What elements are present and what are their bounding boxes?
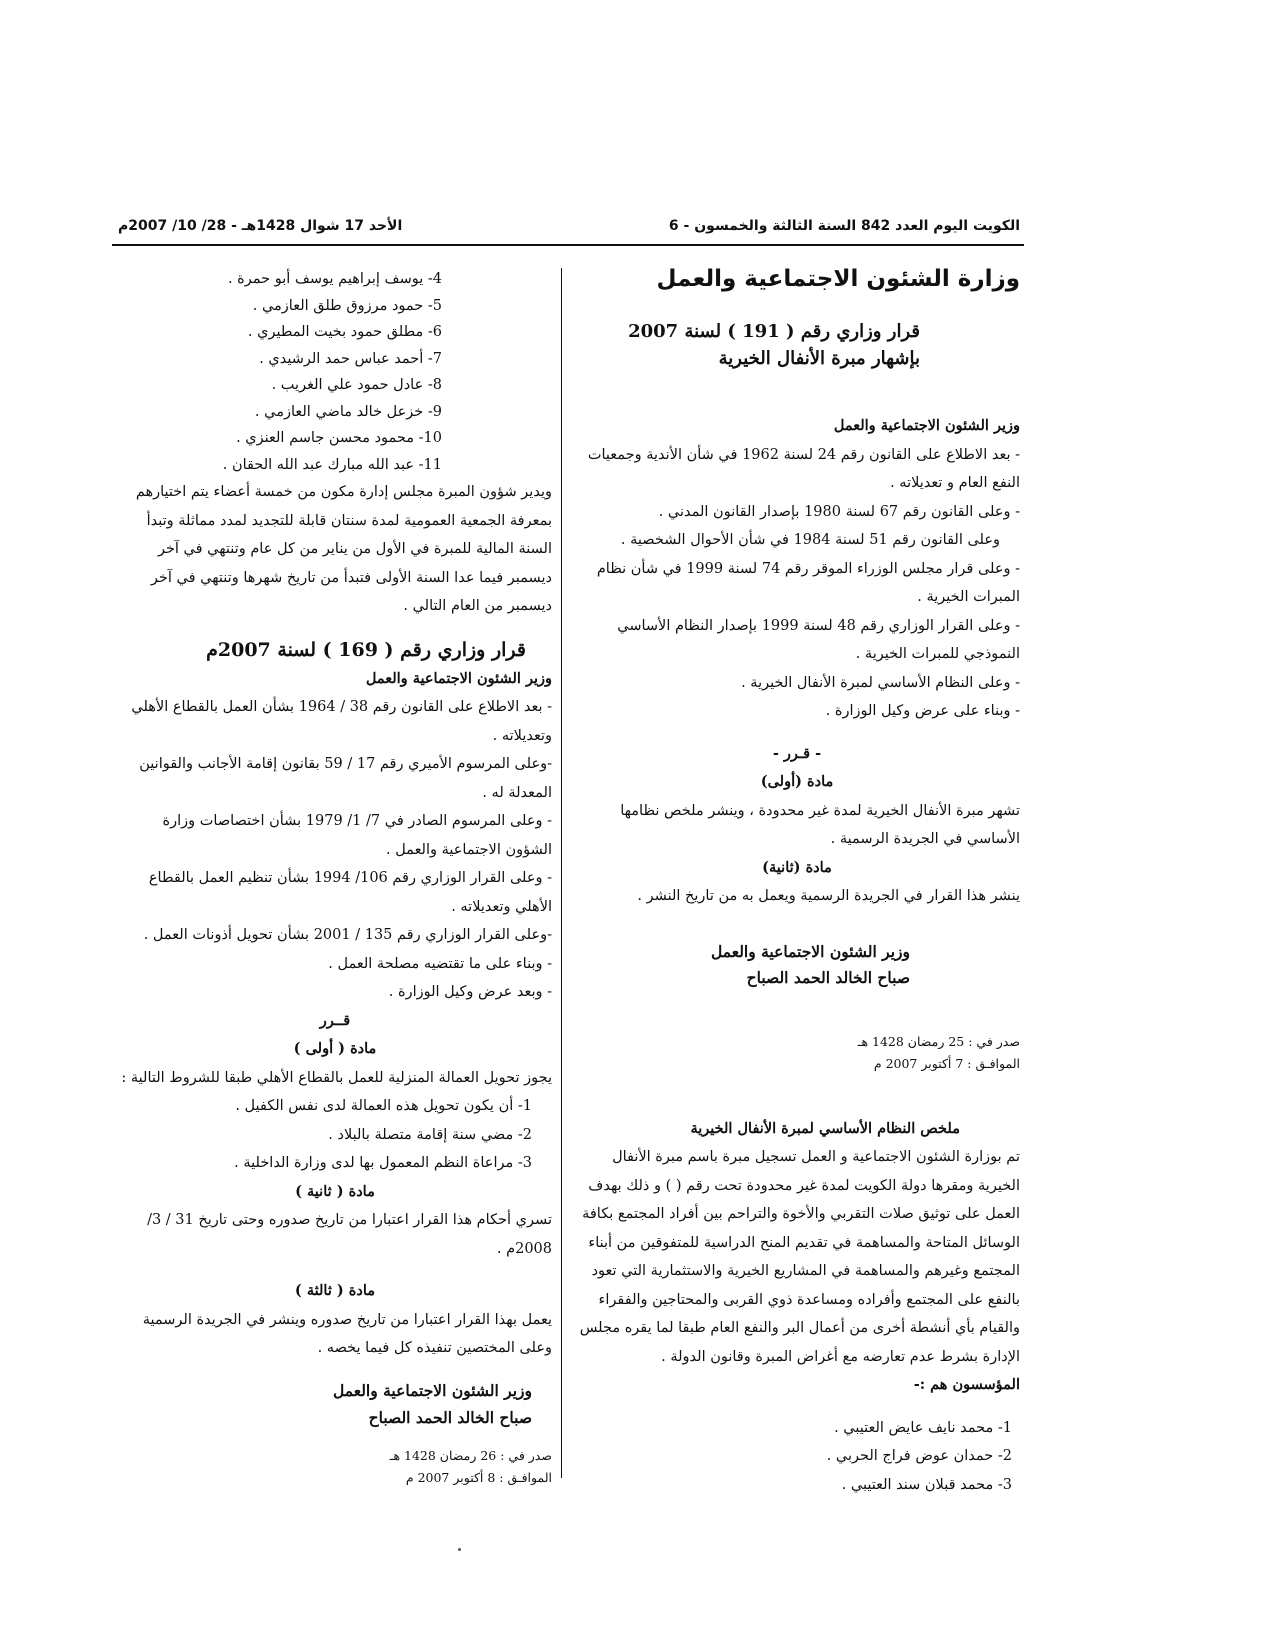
- preamble-item: - وعلى المرسوم الصادر في 7/ 1/ 1979 بشأن اختصاصات وزارة الشؤون الاجتماعية والعمل .: [162, 813, 552, 858]
- list-item: 6- مطلق حمود بخيت المطيري .: [247, 324, 442, 340]
- issued-date: صدر في : 26 رمضان 1428 هـ: [389, 1447, 552, 1463]
- preamble-item: - وبناء على عرض وكيل الوزارة .: [825, 703, 1020, 719]
- header-date: الأحد 17 شوال 1428هـ - 28/ 10/ 2007م: [118, 218, 403, 234]
- list-item: 10- محمود محسن جاسم العنزي .: [236, 430, 442, 446]
- article-2-title: مادة ( ثانية ): [295, 1182, 375, 1200]
- article-1-text: يجوز تحويل العمالة المنزلية للعمل بالقطاع الأهلي طبقا للشروط التالية :: [121, 1069, 552, 1086]
- preamble-item: - بعد الاطلاع على القانون رقم 24 لسنة 1962 في شأن الأندية وجمعيات النفع العام و تعديلاته .: [587, 446, 1020, 491]
- header-divider: [112, 244, 1024, 246]
- summary-text: تم بوزارة الشئون الاجتماعية و العمل تسجيل مبرة باسم مبرة الأنفال الخيرية ومقرها دولة الكويت لمدة غير محدودة تحت رقم ( ) و ذلك بهدف العمل على توثيق صلات التقربي والأخوة والتراحم بين أفراد المجتمع بكافة الوسائل المتاحة والمساهمة في تقديم المنح الدراسية للمتفوقين من أبناء المجتمع وغيرهم والمساهمة في المشاريع الخيرية والاستثمارية التي تعود بالنفع على المجتمع وأفراده ومساعدة ذوي القربى والمحتاجين والفقراء والقيام بأي أنشطة أخرى من أعمال البر والنفع العام طبقا لما يقره مجلس الإدارة بشرط عدم تعارضه مع أغراض المبرة وقانون الدولة .: [579, 1149, 1020, 1365]
- page-header: [118, 214, 1020, 240]
- preamble-item: - وبعد عرض وكيل الوزارة .: [388, 984, 552, 1000]
- list-item: 7- أحمد عباس حمد الرشيدي .: [259, 350, 442, 367]
- minister-heading: وزير الشئون الاجتماعية والعمل: [365, 669, 552, 687]
- article-1-title: مادة ( أولى ): [293, 1040, 377, 1057]
- article-2-title: مادة (ثانية): [762, 858, 832, 876]
- article-3-title: مادة ( ثالثة ): [294, 1282, 376, 1299]
- decided-heading: قــرر: [319, 1011, 351, 1029]
- preamble-item: -وعلى المرسوم الأميري رقم 17 / 59 بقانون إقامة الأجانب والقوانين المعدلة له .: [139, 756, 552, 801]
- preamble-item: - وعلى القرار الوزاري رقم 106/ 1994 بشأن تنظيم العمل بالقطاع الأهلي وتعديلاته .: [148, 870, 552, 915]
- list-item: 4- يوسف إبراهيم يوسف أبو حمرة .: [227, 271, 442, 287]
- preamble-item: وعلى القانون رقم 51 لسنة 1984 في شأن الأحوال الشخصية .: [620, 532, 1000, 548]
- minister-heading: وزير الشئون الاجتماعية والعمل: [833, 417, 1020, 434]
- article-2-text: ينشر هذا القرار في الجريدة الرسمية ويعمل به من تاريخ النشر .: [637, 888, 1020, 904]
- signature-title: وزير الشئون الاجتماعية والعمل: [333, 1380, 532, 1400]
- right-column: [574, 262, 1020, 1499]
- founders-title: المؤسسون هم :-: [913, 1376, 1020, 1393]
- preamble-item: -وعلى القرار الوزاري رقم 135 / 2001 بشأن تحويل أذونات العمل .: [143, 927, 552, 943]
- decided-heading: - قـرر -: [772, 744, 822, 762]
- corresponding-date: الموافـق : 8 أكتوبر 2007 م: [405, 1469, 552, 1485]
- ministry-title: وزارة الشئون الاجتماعية والعمل: [656, 266, 1020, 292]
- board-text: ويدير شؤون المبرة مجلس إدارة مكون من خمسة أعضاء يتم اختيارهم بمعرفة الجمعية العمومية لمدة سنتان قابلة للتجديد لمدد مماثلة وتبدأ السنة المالية للمبرة في الأول من يناير من كل عام وتنتهي في آخر ديسمبر فيما عدا السنة الأولى فتبدأ من تاريخ شهرها وتنتهي في آخر ديسمبر من العام التالي .: [135, 484, 552, 614]
- list-item: 3- محمد قبلان سند العتيبي .: [841, 1476, 1012, 1493]
- article-1-text: تشهر مبرة الأنفال الخيرية لمدة غير محدودة ، وينشر ملخص نظامها الأساسي في الجريدة الرسمية .: [620, 802, 1020, 847]
- article-1-title: مادة (أولى): [760, 773, 834, 790]
- condition-item: 3- مراعاة النظم المعمول بها لدى وزارة الداخلية .: [234, 1155, 532, 1171]
- decision-191-subject: بإشهار مبرة الأنفال الخيرية: [718, 348, 920, 369]
- condition-item: 2- مضي سنة إقامة متصلة بالبلاد .: [328, 1126, 532, 1143]
- list-item: 9- خزعل خالد ماضي العازمي .: [254, 403, 442, 420]
- list-item: 2- حمدان عوض فراج الحربي .: [826, 1448, 1012, 1464]
- signature-title: وزير الشئون الاجتماعية والعمل: [711, 941, 910, 961]
- condition-item: 1- أن يكون تحويل هذه العمالة لدى نفس الكفيل .: [235, 1098, 532, 1114]
- scan-speck: [458, 1548, 461, 1551]
- left-column: [118, 266, 552, 1489]
- list-item: 1- محمد نايف عايض العتيبي .: [834, 1419, 1012, 1436]
- founders-list: [574, 1414, 1020, 1500]
- preamble-item: - وعلى القانون رقم 67 لسنة 1980 بإصدار القانون المدني .: [658, 503, 1020, 520]
- preamble-item: - وعلى قرار مجلس الوزراء الموقر رقم 74 لسنة 1999 في شأن نظام المبرات الخيرية .: [596, 560, 1020, 605]
- summary-title: ملخص النظام الأساسي لمبرة الأنفال الخيرية: [690, 1119, 960, 1137]
- preamble-item: - وعلى القرار الوزاري رقم 48 لسنة 1999 بإصدار النظام الأساسي النموذجي للمبرات الخيرية .: [617, 617, 1020, 662]
- list-item: 8- عادل حمود علي الغريب .: [271, 377, 442, 393]
- signature-name: صباح الخالد الحمد الصباح: [746, 967, 910, 987]
- list-item: 11- عبد الله مبارك عبد الله الحقان .: [222, 456, 442, 473]
- article-3-text: يعمل بهذا القرار اعتبارا من تاريخ صدوره وينشر في الجريدة الرسمية وعلى المختصين تنفيذه كل فيما يخصه .: [142, 1311, 552, 1356]
- corresponding-date: الموافـق : 7 أكتوبر 2007 م: [873, 1055, 1020, 1071]
- preamble-item: - وعلى النظام الأساسي لمبرة الأنفال الخيرية .: [741, 674, 1020, 691]
- list-item: 5- حمود مرزوق طلق العازمي .: [252, 297, 442, 314]
- article-2-text: تسري أحكام هذا القرار اعتبارا من تاريخ صدوره وحتى تاريخ 31 / 3/ 2008م .: [147, 1212, 552, 1257]
- signature-name: صباح الخالد الحمد الصباح: [368, 1407, 532, 1427]
- preamble-item: - وبناء على ما تقتضيه مصلحة العمل .: [328, 955, 552, 972]
- founders-list-continued: [118, 266, 552, 478]
- preamble-item: - بعد الاطلاع على القانون رقم 38 / 1964 بشأن العمل بالقطاع الأهلي وتعديلاته .: [131, 699, 552, 744]
- column-divider: [561, 268, 562, 1478]
- decision-191-title: قرار وزاري رقم ( 191 ) لسنة 2007: [628, 321, 920, 342]
- issued-date: صدر في : 25 رمضان 1428 هـ: [857, 1033, 1020, 1049]
- header-issue-info: الكويت اليوم العدد 842 السنة الثالثة والخمسون - 6: [668, 218, 1020, 234]
- decision-169-title: قرار وزاري رقم ( 169 ) لسنة 2007م: [206, 638, 526, 661]
